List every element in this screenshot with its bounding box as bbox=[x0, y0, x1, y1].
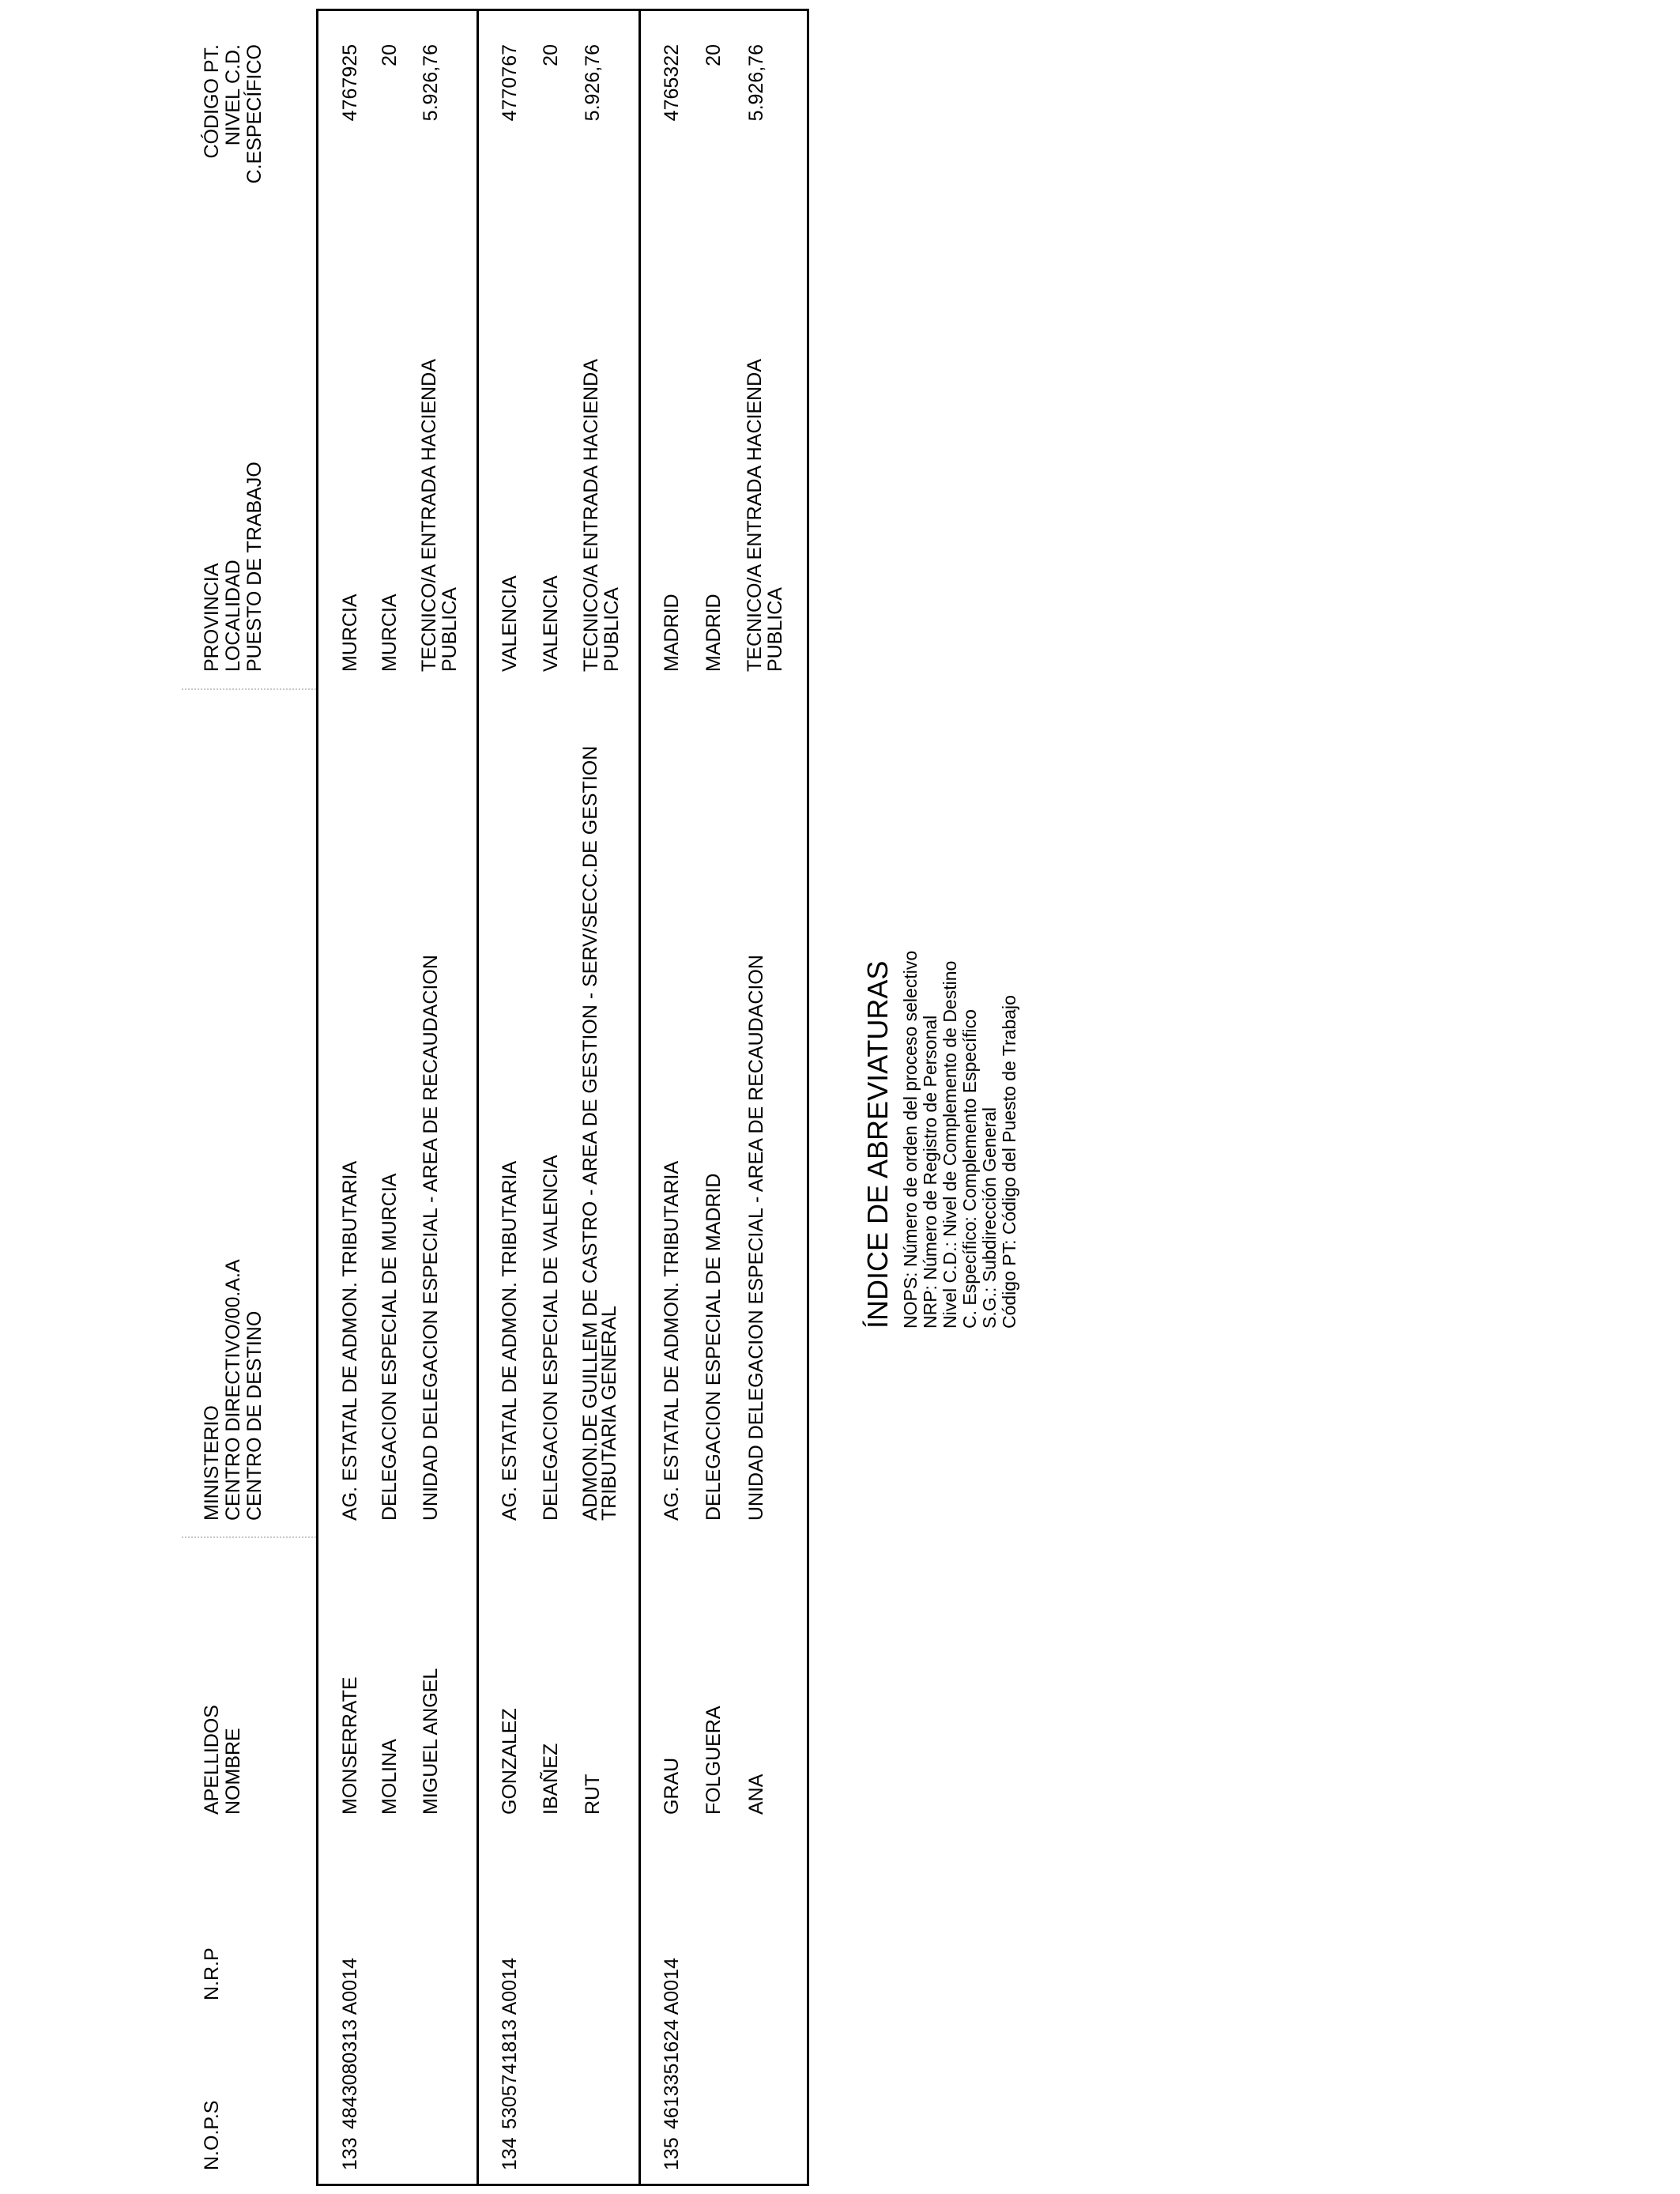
localidad-cell: MADRID bbox=[703, 594, 725, 672]
codigo-pt-cell: 4770767 bbox=[499, 44, 521, 122]
header-nombre: NOMBRE bbox=[222, 1728, 244, 1815]
header-nrp: N.R.P bbox=[201, 1947, 223, 2000]
centro-destino-cell: ADMON.DE GUILLEM DE CASTRO - AREA DE GESTION - SERV/SECC.DE GESTION TRIBUTARIA GENERAL bbox=[579, 745, 620, 1521]
header-nops: N.O.P.S bbox=[201, 2100, 223, 2170]
apellido1-cell: GONZALEZ bbox=[499, 1708, 521, 1815]
nops-cell: 133 bbox=[339, 2137, 361, 2170]
header-nivel-cd: NIVEL C.D. bbox=[222, 44, 244, 146]
apellido2-cell: MOLINA bbox=[379, 1739, 401, 1815]
c-especifico-cell: 5.926,76 bbox=[745, 44, 767, 122]
header-provincia: PROVINCIA bbox=[201, 563, 223, 672]
nombre-cell: RUT bbox=[582, 1774, 604, 1815]
apellido2-cell: FOLGUERA bbox=[703, 1706, 725, 1815]
puesto-cell: TECNICO/A ENTRADA HACIENDA PUBLICA bbox=[580, 360, 623, 672]
provincia-cell: MURCIA bbox=[339, 594, 361, 672]
header-centro-directivo: CENTRO DIRECTIVO/00.A.A bbox=[222, 1259, 244, 1521]
row-divider bbox=[477, 9, 479, 2186]
abbreviation-item: S.G.: Subdirección General bbox=[979, 1107, 1000, 1329]
header-puesto: PUESTO DE TRABAJO bbox=[243, 462, 266, 672]
row-divider bbox=[638, 9, 641, 2186]
c-especifico-cell: 5.926,76 bbox=[582, 44, 604, 122]
centro-directivo-cell: DELEGACION ESPECIAL DE MADRID bbox=[703, 1173, 725, 1521]
codigo-pt-cell: 4767925 bbox=[339, 44, 361, 122]
puesto-cell: TECNICO/A ENTRADA HACIENDA PUBLICA bbox=[418, 360, 461, 672]
column-divider bbox=[182, 688, 316, 690]
localidad-cell: MURCIA bbox=[379, 594, 401, 672]
ministerio-cell: AG. ESTATAL DE ADMON. TRIBUTARIA bbox=[499, 1160, 521, 1521]
provincia-cell: VALENCIA bbox=[499, 575, 521, 672]
abbreviation-item: NRP: Número de Registro de Personal bbox=[920, 1015, 940, 1329]
provincia-cell: MADRID bbox=[661, 594, 683, 672]
puesto-cell: TECNICO/A ENTRADA HACIENDA PUBLICA bbox=[744, 360, 786, 672]
ministerio-cell: AG. ESTATAL DE ADMON. TRIBUTARIA bbox=[339, 1160, 361, 1521]
ministerio-cell: AG. ESTATAL DE ADMON. TRIBUTARIA bbox=[661, 1160, 683, 1521]
nombre-cell: ANA bbox=[745, 1774, 767, 1815]
header-codigo-pt: CÓDIGO PT. bbox=[201, 44, 223, 159]
header-apellidos: APELLIDOS bbox=[201, 1705, 223, 1815]
nivel-cd-cell: 20 bbox=[379, 44, 401, 66]
column-divider bbox=[182, 1536, 316, 1538]
nrp-cell: 4613351624 A0014 bbox=[661, 1958, 683, 2129]
abbreviation-item: NOPS: Número de orden del proceso selectivo bbox=[900, 950, 921, 1329]
abbreviations-title: ÍNDICE DE ABREVIATURAS bbox=[861, 960, 894, 1329]
centro-directivo-cell: DELEGACION ESPECIAL DE VALENCIA bbox=[540, 1155, 562, 1521]
header-localidad: LOCALIDAD bbox=[222, 560, 244, 672]
abbreviation-item: Código PT: Código del Puesto de Trabajo bbox=[999, 995, 1019, 1329]
abbreviation-item: C. Específico: Complemento Específico bbox=[959, 1009, 980, 1329]
nivel-cd-cell: 20 bbox=[703, 44, 725, 66]
centro-destino-cell: UNIDAD DELEGACION ESPECIAL - AREA DE RECAUDACION bbox=[745, 955, 767, 1521]
nombre-cell: MIGUEL ANGEL bbox=[420, 1668, 442, 1815]
centro-destino-cell: UNIDAD DELEGACION ESPECIAL - AREA DE RECAUDACION bbox=[420, 955, 442, 1521]
apellido2-cell: IBAÑEZ bbox=[540, 1743, 562, 1815]
header-centro-destino: CENTRO DE DESTINO bbox=[243, 1310, 266, 1521]
codigo-pt-cell: 4765322 bbox=[661, 44, 683, 122]
c-especifico-cell: 5.926,76 bbox=[420, 44, 442, 122]
results-table bbox=[316, 9, 809, 2186]
centro-directivo-cell: DELEGACION ESPECIAL DE MURCIA bbox=[379, 1173, 401, 1521]
header-ministerio: MINISTERIO bbox=[201, 1405, 223, 1521]
header-c-especifico: C.ESPECÍFICO bbox=[243, 44, 266, 184]
apellido1-cell: GRAU bbox=[661, 1757, 683, 1815]
nrp-cell: 5305741813 A0014 bbox=[499, 1958, 521, 2129]
apellido1-cell: MONSERRATE bbox=[339, 1676, 361, 1815]
nivel-cd-cell: 20 bbox=[540, 44, 562, 66]
nops-cell: 134 bbox=[499, 2137, 521, 2170]
abbreviation-item: Nivel C.D.: Nivel de Complemento de Destino bbox=[940, 960, 960, 1329]
localidad-cell: VALENCIA bbox=[540, 575, 562, 672]
nops-cell: 135 bbox=[661, 2137, 683, 2170]
nrp-cell: 4843080313 A0014 bbox=[339, 1958, 361, 2129]
